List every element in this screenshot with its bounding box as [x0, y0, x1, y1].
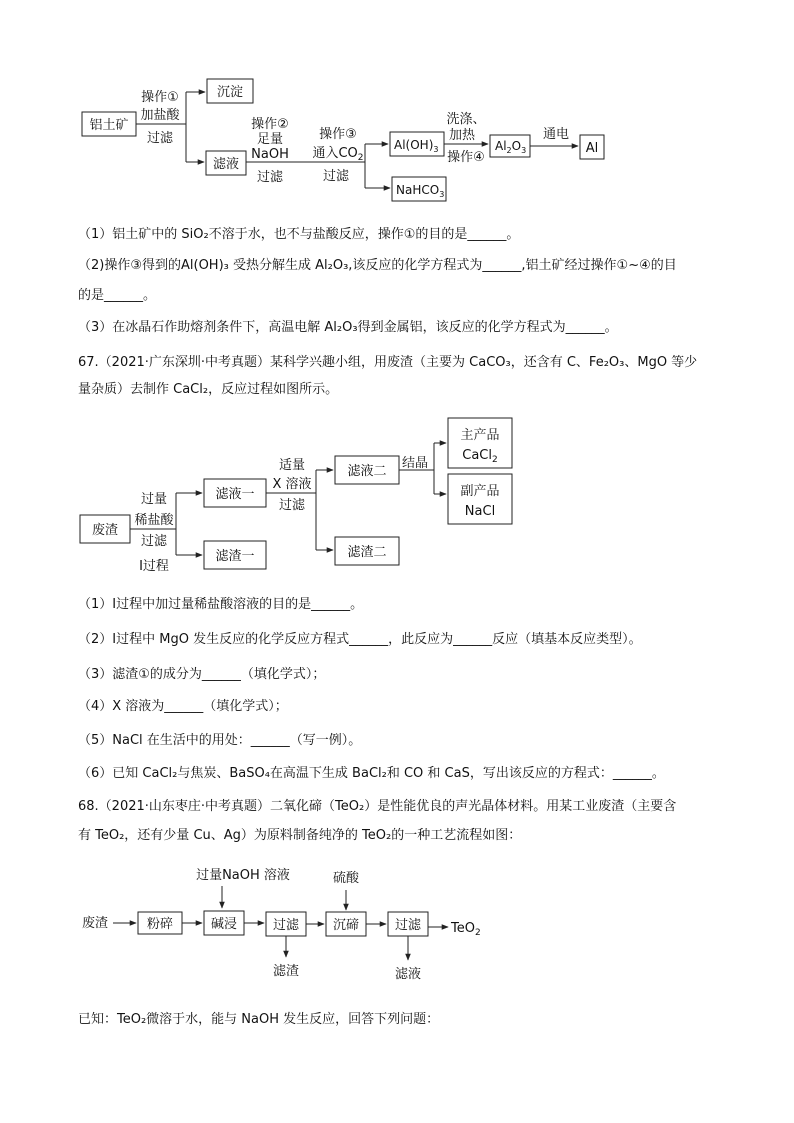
- q68-heading-line2: 有 TeO₂，还有少量 Cu、Ag）为原料制备纯净的 TeO₂的一种工艺流程如图：: [78, 828, 522, 843]
- label-filtrate: 滤液: [212, 157, 240, 172]
- q67-part2: （2）Ⅰ过程中 MgO 发生反应的化学反应方程式______，此反应为______反应（填基本反应类型）。: [78, 632, 642, 647]
- label-waste: 废渣: [91, 523, 119, 538]
- label-step2-line1: 适量: [278, 458, 306, 473]
- q67-part6: （6）已知 CaCl₂与焦炭、BaSO₄在高温下生成 BaCl₂和 CO 和 CaS，写出该反应的方程式：______。: [78, 766, 665, 781]
- q68-known: 已知：TeO₂微溶于水，能与 NaOH 发生反应，回答下列问题：: [78, 1012, 440, 1027]
- q67-heading-line2: 量杂质）去制作 CaCl₂，反应过程如图所示。: [78, 382, 339, 397]
- label-crush: 粉碎: [146, 917, 174, 932]
- q66-part1: （1）铝土矿中的 SiO₂不溶于水，也不与盐酸反应，操作①的目的是______。: [78, 227, 520, 242]
- q67-part3: （3）滤渣①的成分为______（填化学式）；: [78, 667, 326, 682]
- label-sediment: 沉淀: [216, 85, 244, 100]
- q66-part2-line2: 的是______。: [78, 288, 157, 303]
- label-step1-line2: 稀盐酸: [134, 513, 174, 528]
- q66-part2-line1: （2)操作③得到的Al(OH)₃ 受热分解生成 Al₂O₃,该反应的化学方程式为______,铝土矿经过操作①~④的目: [78, 258, 677, 273]
- label-op4-line2: 加热: [448, 128, 476, 143]
- label-residue-out: 滤渣: [272, 964, 300, 979]
- label-teo2-product: TeO$_2$: [451, 921, 481, 938]
- label-op3-line2: 通入$CO_2$: [312, 146, 364, 163]
- label-waste-2: 废渣: [81, 916, 109, 931]
- label-filtrate1: 滤液一: [215, 487, 255, 502]
- q68-heading-line1: 68.（2021·山东枣庄·中考真题）二氧化碲（TeO₂）是性能优良的声光晶体材料。用某工业废渣（主要含: [78, 799, 677, 814]
- label-op1-line3: 过滤: [146, 131, 174, 146]
- label-op2-line3: NaOH: [251, 147, 289, 162]
- label-op2-line2: 足量: [256, 132, 284, 147]
- label-op3-line3: 过滤: [322, 169, 350, 184]
- label-op2-line1: 操作②: [251, 117, 289, 132]
- diagram-cacl2-flow: [80, 418, 512, 574]
- label-by-line1: 副产品: [460, 484, 500, 499]
- label-leach: 碱浸: [210, 917, 238, 932]
- label-filtrate2: 滤液二: [347, 464, 387, 479]
- label-main-line2: CaCl$_2$: [462, 448, 498, 465]
- label-aloh3: $Al(OH)_3$: [394, 138, 439, 154]
- label-filter2: 过滤: [394, 918, 422, 933]
- label-naoh-reagent: 过量NaOH 溶液: [196, 868, 290, 883]
- label-electrolysis: 通电: [542, 127, 570, 142]
- label-op3-line1: 操作③: [319, 127, 357, 142]
- label-nahco3: NaHCO$_3$: [396, 183, 445, 199]
- label-al: Al: [585, 141, 599, 156]
- label-bauxite: 铝土矿: [89, 118, 129, 133]
- diagram-teo2-flow: [82, 867, 481, 982]
- label-h2so4-reagent: 硫酸: [332, 871, 360, 886]
- label-op1-line1: 操作①: [141, 90, 179, 105]
- label-by-line2: NaCl: [464, 504, 496, 519]
- label-op2-line4: 过滤: [256, 170, 284, 185]
- label-crystal: 结晶: [401, 456, 429, 471]
- label-step1-line4: Ⅰ过程: [139, 559, 169, 574]
- q67-heading-line1: 67.（2021·广东深圳·中考真题）某科学兴趣小组，用废渣（主要为 CaCO₃，还含有 C、Fe₂O₃、MgO 等少: [78, 355, 698, 370]
- label-op1-line2: 加盐酸: [140, 108, 180, 123]
- label-residue2: 滤渣二: [347, 545, 387, 560]
- label-op4-line1: 洗涤、: [446, 112, 486, 127]
- q67-part5: （5）NaCl 在生活中的用处：______（写一例）。: [78, 733, 362, 748]
- q66-part3: （3）在冰晶石作助熔剂条件下，高温电解 Al₂O₃得到金属铝，该反应的化学方程式为______。: [78, 320, 618, 335]
- label-filter1: 过滤: [272, 918, 300, 933]
- diagram-bauxite-flow: [82, 79, 604, 201]
- label-step2-line3: 过滤: [278, 498, 306, 513]
- label-step1-line3: 过滤: [140, 534, 168, 549]
- q67-part1: （1）Ⅰ过程中加过量稀盐酸溶液的目的是______。: [78, 597, 364, 612]
- label-step2-line2: X 溶液: [272, 477, 312, 492]
- label-op4-line3: 操作④: [447, 150, 485, 165]
- label-step1-line1: 过量: [140, 492, 168, 507]
- label-main-line1: 主产品: [460, 428, 500, 443]
- label-al2o3: $Al_2O_3$: [495, 139, 527, 155]
- label-residue1: 滤渣一: [215, 549, 255, 564]
- q67-part4: （4）X 溶液为______（填化学式）；: [78, 699, 288, 714]
- label-filtrate-out: 滤液: [394, 967, 422, 982]
- label-precip: 沉碲: [332, 918, 360, 933]
